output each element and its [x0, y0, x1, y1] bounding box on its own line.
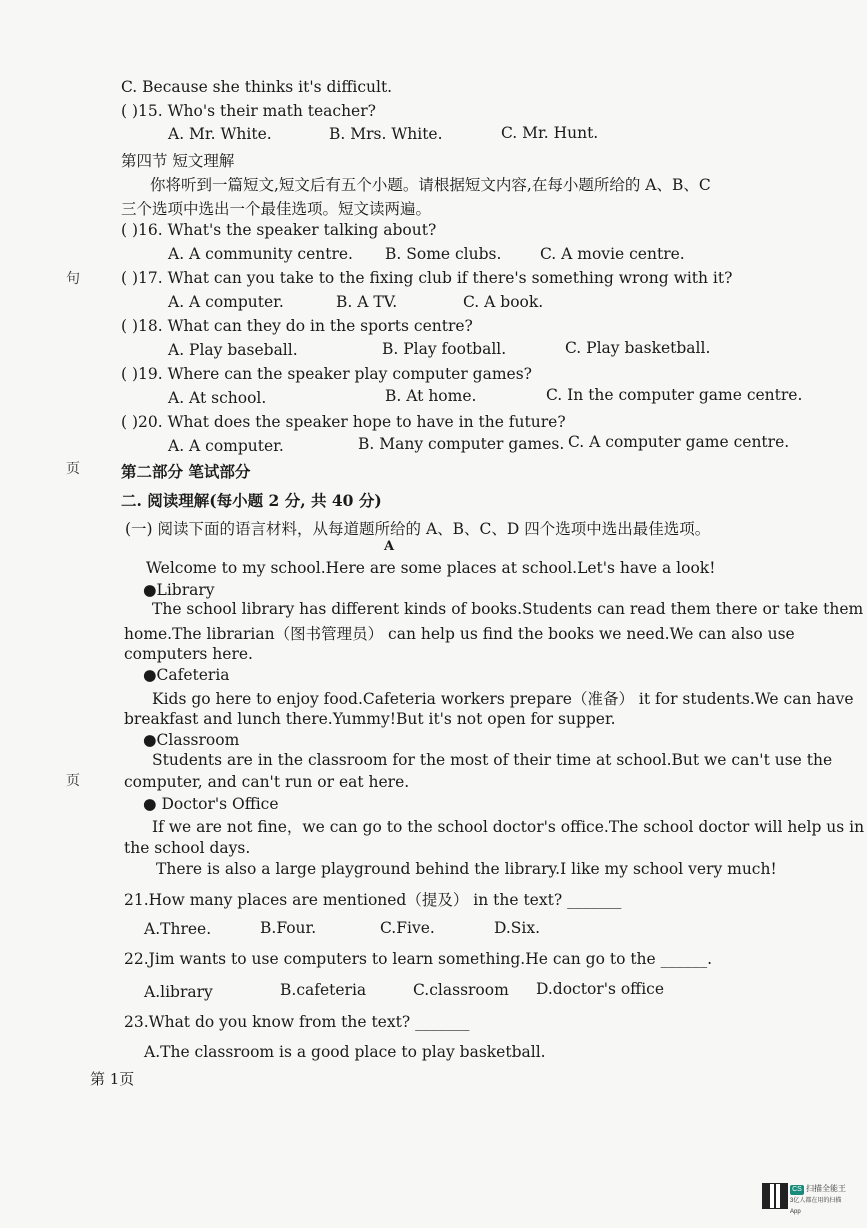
option-c: C.Five. — [380, 919, 435, 937]
passage-text: Welcome to my school.Here are some places at school.Let's have a look! — [146, 559, 716, 577]
option-a: A. At school. — [168, 389, 267, 407]
section-instruction: 你将听到一篇短文,短文后有五个小题。请根据短文内容,在每小题所给的 A、B、C — [150, 176, 711, 194]
passage-text: computers here. — [124, 645, 253, 663]
passage-text: computer, and can't run or eat here. — [124, 773, 410, 791]
scanner-logo-icon: CS — [790, 1185, 804, 1195]
scanner-name: 扫描全能王 — [806, 1184, 846, 1193]
margin-mark: 句 — [66, 271, 80, 287]
option-c: C. Play basketball. — [565, 339, 711, 357]
option-text: C. Because she thinks it's difficult. — [121, 78, 393, 96]
passage-heading: ●Classroom — [143, 731, 240, 749]
scanner-watermark — [790, 1184, 850, 1215]
option-c: C. In the computer game centre. — [546, 386, 803, 404]
question-16: ( )16. What's the speaker talking about? — [121, 221, 437, 239]
option-c: C. A computer game centre. — [568, 433, 790, 451]
qr-code-icon — [762, 1183, 788, 1209]
option-b: B.Four. — [260, 919, 317, 937]
passage-text: If we are not fine，we can go to the school doctor's office.The school doctor will help us in — [152, 818, 865, 836]
passage-heading: ● Doctor's Office — [143, 795, 279, 813]
passage-text: the school days. — [124, 839, 251, 857]
option-a: A.The classroom is a good place to play basketball. — [144, 1043, 546, 1061]
page-number: 第 1页 — [90, 1070, 135, 1088]
option-b: B.cafeteria — [280, 981, 367, 999]
question-17: ( )17. What can you take to the fixing club if there's something wrong with it? — [121, 269, 733, 287]
passage-text: Kids go here to enjoy food.Cafeteria workers prepare（准备） it for students.We can have — [152, 690, 854, 708]
passage-heading: ●Library — [143, 581, 215, 599]
option-b: B. At home. — [385, 387, 477, 405]
option-b: B. Many computer games. — [358, 435, 565, 453]
passage-text: breakfast and lunch there.Yummy!But it's not open for supper. — [124, 710, 616, 728]
scanner-sub: 3亿人都在用的扫描App — [790, 1198, 842, 1215]
section-title: 第四节 短文理解 — [121, 152, 235, 170]
question-23: 23.What do you know from the text? _______ — [124, 1013, 470, 1031]
option-b: B. Mrs. White. — [329, 125, 443, 143]
option-c: C. Mr. Hunt. — [501, 124, 599, 142]
passage-text: The school library has different kinds of books.Students can read them there or take them — [152, 600, 864, 618]
option-b: B. Play football. — [382, 340, 507, 358]
passage-heading: ●Cafeteria — [143, 666, 230, 684]
option-a: A. A computer. — [168, 293, 284, 311]
question-22: 22.Jim wants to use computers to learn something.He can go to the ______. — [124, 950, 713, 968]
option-c: C. A movie centre. — [540, 245, 685, 263]
question-19: ( )19. Where can the speaker play computer games? — [121, 365, 532, 383]
passage-text: Students are in the classroom for the most of their time at school.But we can't use the — [152, 751, 833, 769]
section-title: 二. 阅读理解(每小题 2 分, 共 40 分) — [121, 491, 382, 510]
option-b: B. Some clubs. — [385, 245, 502, 263]
option-c: C.classroom — [413, 981, 509, 999]
passage-label: A — [384, 539, 395, 554]
margin-mark: 页 — [66, 461, 80, 477]
option-a: A. Play baseball. — [168, 341, 298, 359]
option-a: A. A computer. — [168, 437, 284, 455]
section-instruction: (一) 阅读下面的语言材料，从每道题所给的 A、B、C、D 四个选项中选出最佳选项。 — [125, 520, 711, 538]
question-18: ( )18. What can they do in the sports centre? — [121, 317, 473, 335]
option-b: B. A TV. — [336, 293, 398, 311]
passage-text: home.The librarian（图书管理员） can help us find the books we need.We can also use — [124, 625, 795, 643]
option-d: D.doctor's office — [536, 980, 665, 998]
question-20: ( )20. What does the speaker hope to have in the future? — [121, 413, 566, 431]
section-instruction: 三个选项中选出一个最佳选项。短文读两遍。 — [121, 200, 432, 218]
part-title: 第二部分 笔试部分 — [121, 462, 251, 481]
question-21: 21.How many places are mentioned（提及） in the text? _______ — [124, 891, 622, 909]
option-a: A.Three. — [144, 920, 212, 938]
option-d: D.Six. — [494, 919, 541, 937]
margin-mark: 页 — [66, 773, 80, 789]
option-c: C. A book. — [463, 293, 544, 311]
option-a: A. Mr. White. — [168, 125, 272, 143]
option-a: A. A community centre. — [168, 245, 353, 263]
option-a: A.library — [144, 983, 213, 1001]
passage-text: There is also a large playground behind the library.I like my school very much! — [156, 860, 777, 878]
question-15: ( )15. Who's their math teacher? — [121, 102, 376, 120]
